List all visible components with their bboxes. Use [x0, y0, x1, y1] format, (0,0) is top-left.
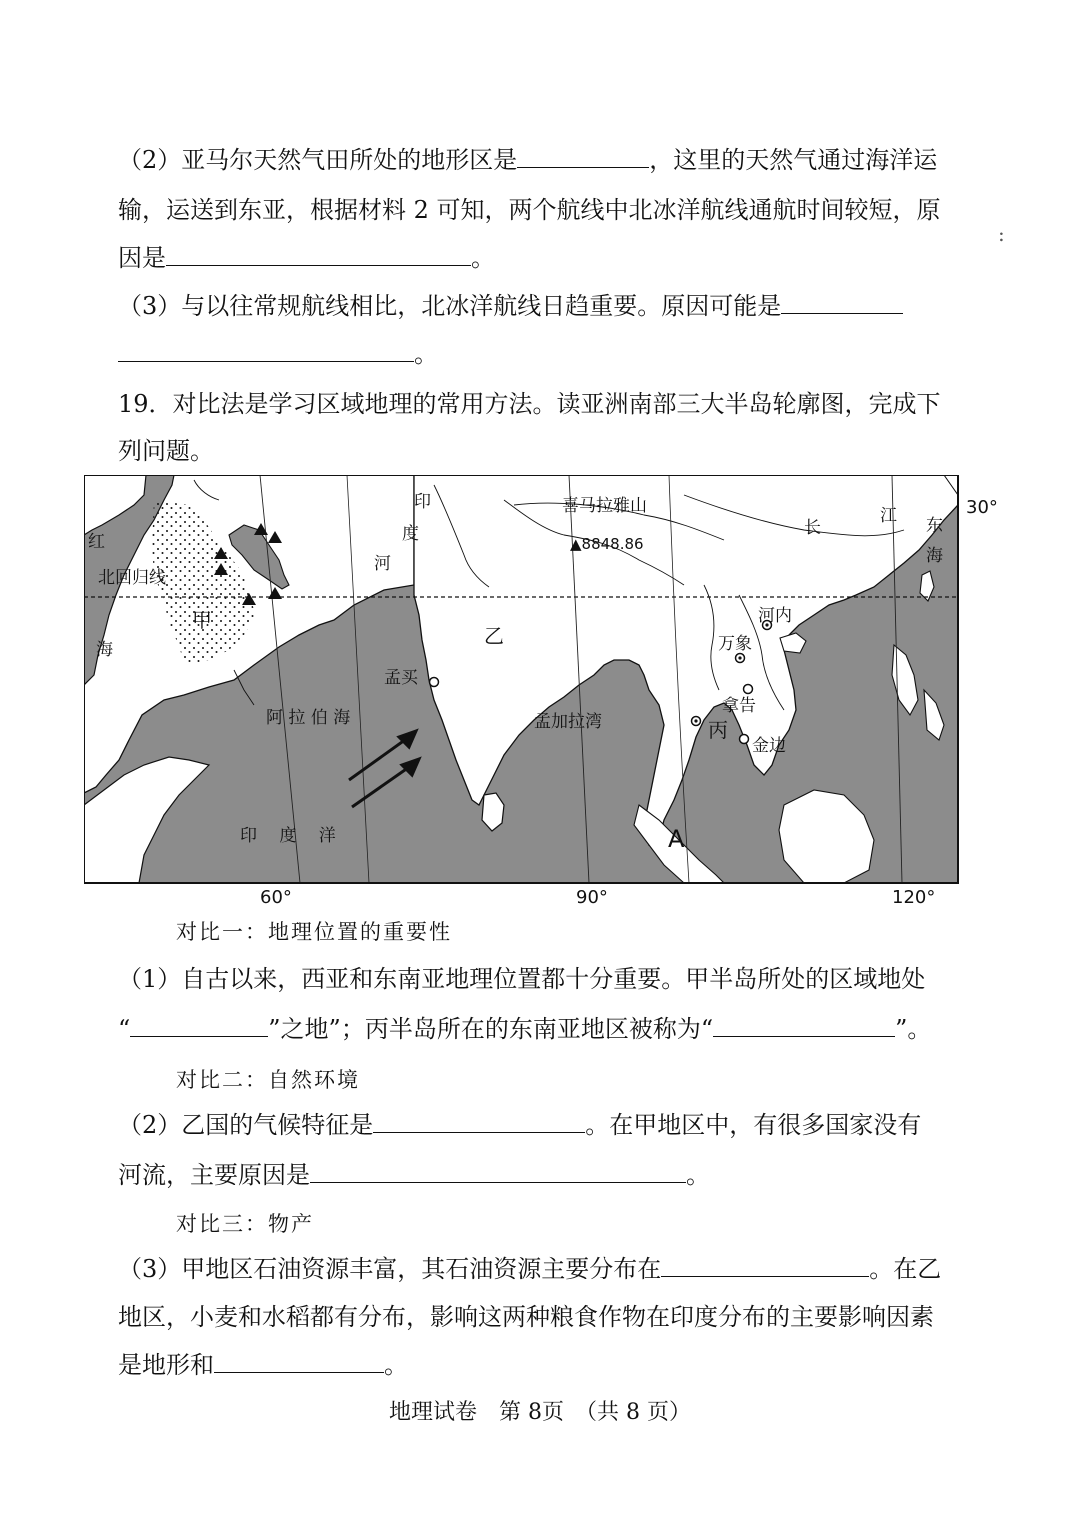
- label-jiang: 江: [880, 506, 897, 526]
- label-hanoi: 河内: [758, 606, 792, 626]
- label-lon-90: 90°: [576, 887, 608, 905]
- page-footer: 地理试卷 第 8页 （共 8 页）: [389, 1400, 691, 1425]
- label-everest: ▲8848.86: [570, 535, 644, 553]
- compare-3-title: 对比三：物产: [176, 1212, 314, 1236]
- label-he: 河: [374, 554, 391, 574]
- q18-p3-line1: （3）与以往常规航线相比，北冰洋航线日趋重要。原因可能是: [118, 289, 968, 323]
- q18-p2-line2: 输，运送到东亚，根据材料 2 可知，两个航线中北冰洋航线通航时间较短，原: [118, 196, 941, 224]
- answer-blank[interactable]: [214, 1350, 384, 1373]
- label-lon-120: 120°: [892, 887, 936, 905]
- answer-blank[interactable]: [310, 1160, 686, 1183]
- label-bay-of-bengal: 孟加拉湾: [534, 712, 602, 732]
- label-phnompenh: 金边: [752, 736, 786, 756]
- compare-1-title: 对比一：地理位置的重要性: [176, 920, 452, 944]
- label-A: A: [668, 825, 685, 853]
- answer-blank[interactable]: [130, 1014, 268, 1037]
- answer-blank[interactable]: [373, 1110, 585, 1133]
- answer-blank[interactable]: [713, 1014, 895, 1037]
- label-arabian-sea: 阿 拉 伯 海: [266, 708, 351, 728]
- compare-1-line2: “ ”之地”；丙半岛所在的东南亚地区被称为“ ”。: [118, 1015, 932, 1043]
- compare-3-line2: 地区，小麦和水稻都有分布，影响这两种粮食作物在印度分布的主要影响因素: [118, 1303, 934, 1331]
- label-east-sea: 海: [926, 546, 943, 566]
- compare-3-line1: （3）甲地区石油资源丰富，其石油资源主要分布在 。在乙: [118, 1255, 942, 1283]
- label-vientiane: 万象: [718, 634, 752, 654]
- compare-2-title: 对比二：自然环境: [176, 1068, 360, 1092]
- label-tropic: 北回归线: [98, 568, 166, 588]
- label-dong: 东: [926, 516, 943, 536]
- answer-blank[interactable]: [118, 339, 414, 362]
- q19-stem-line2: 列问题。: [118, 437, 214, 465]
- label-red: 红: [88, 532, 105, 552]
- compare-1-line1: （1）自古以来，西亚和东南亚地理位置都十分重要。甲半岛所处的区域地处: [118, 965, 926, 993]
- city-marker-mumbai: [430, 678, 439, 687]
- label-chang: 长: [804, 518, 821, 538]
- label-bing: 丙: [708, 718, 728, 742]
- south-asia-peninsulas-map: [84, 475, 1044, 905]
- label-yi: 乙: [484, 624, 504, 648]
- city-marker-naga: [744, 685, 753, 694]
- compare-3-line3: 是地形和 。: [118, 1351, 408, 1379]
- answer-blank[interactable]: [166, 243, 471, 266]
- answer-blank[interactable]: [661, 1254, 869, 1277]
- city-marker-dot: [738, 656, 741, 659]
- compare-2-line2: 河流，主要原因是 。: [118, 1161, 710, 1189]
- q18-p3-line2: 。: [118, 337, 968, 371]
- label-jia: 甲: [192, 608, 212, 632]
- label-mumbai: 孟买: [384, 668, 418, 688]
- q18-p2-line3: 因是 。: [118, 244, 495, 272]
- label-lon-60: 60°: [260, 887, 292, 905]
- city-marker-dot: [694, 719, 697, 722]
- answer-blank[interactable]: [781, 291, 903, 314]
- q19-stem-line1: 19．对比法是学习区域地理的常用方法。读亚洲南部三大半岛轮廓图，完成下: [118, 390, 941, 418]
- compare-2-line1: （2）乙国的气候特征是 。在甲地区中，有很多国家没有: [118, 1111, 922, 1139]
- label-du: 度: [402, 524, 419, 544]
- label-yin: 印: [414, 492, 431, 512]
- city-marker-phnompenh: [740, 735, 749, 744]
- label-naga: 拿告: [722, 696, 756, 716]
- q18-p2-line1: （2）亚马尔天然气田所处的地形区是 ，这里的天然气通过海洋运: [118, 146, 938, 174]
- label-indian-ocean: 印 度 洋: [240, 826, 336, 846]
- scan-edge-mark: :: [998, 222, 1005, 246]
- label-lat-30: 30°: [966, 497, 998, 518]
- label-red-sea: 海: [96, 640, 113, 660]
- label-himalaya: 喜马拉雅山: [562, 496, 647, 516]
- answer-blank[interactable]: [517, 145, 649, 168]
